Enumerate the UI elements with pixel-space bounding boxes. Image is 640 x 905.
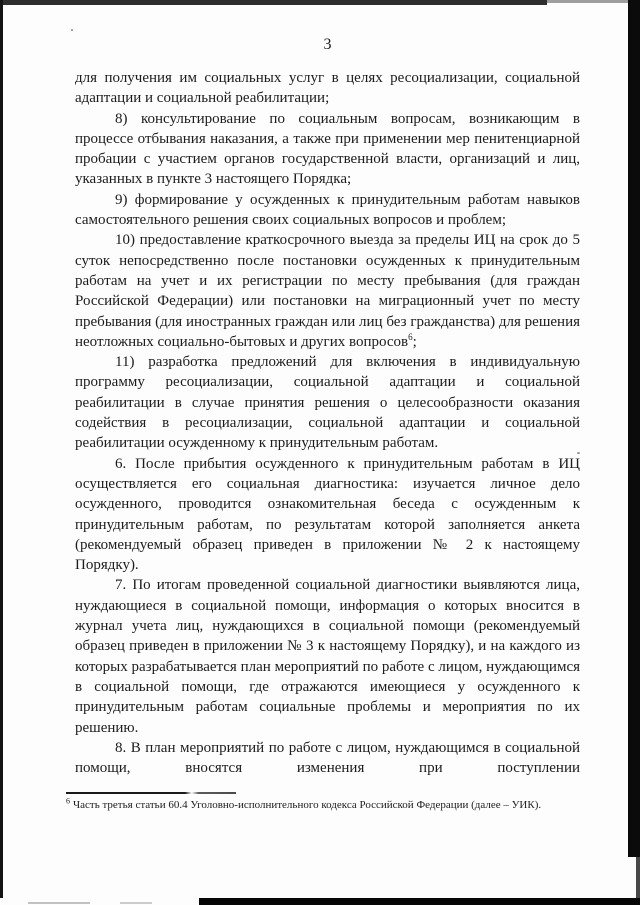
paragraph-item-10-tail: ; (412, 333, 417, 350)
paragraph-continuation: для получения им социальных услуг в целях ресоциализации, социальной адаптации и социальной реабилитации; (75, 70, 580, 107)
scan-smudge (28, 902, 90, 904)
paragraph-clause-6: 6. После прибытия осужденного к принудительным работам в ИЦ осуществляется его социальная диагностика: изучается личное дело осужденного, проводится ознакомительная беседа с осужденным к принудительным работам, по результатам которой заполняется анкета (рекомендуемый образец приведен в приложении № 2 к настоящему Порядку). (75, 455, 580, 574)
scan-edge-right-thin (636, 857, 640, 898)
scan-smudge (120, 902, 152, 904)
footnote-body: Часть третья статьи 60.4 Уголовно-исполнительного кодекса Российской Федерации (далее – УИК). (73, 799, 542, 811)
paragraph-item-9: 9) формирование у осужденных к принудительным работам навыков самостоятельного решения своих социальных вопросов и проблем; (75, 191, 580, 229)
scan-edge-top-dark (0, 0, 547, 5)
paragraph-item-8: 8) консультирование по социальным вопросам, возникающим в процессе отбывания наказания, а также при применении мер пенитенциарной пробации с участием органов государственной власти, организаций и лиц, указанных в пункте 3 настоящего Порядка; (75, 110, 580, 188)
paragraph-item-11: 11) разработка предложений для включения в индивидуальную программу ресоциализации, социальной адаптации и социальной реабилитации в случае принятия решения о целесообразности оказания содействия в ресоциализации, социальной адаптации и социальной реабилитации осужденному к принудительным работам. (75, 354, 580, 452)
scan-edge-right (628, 0, 640, 857)
footnote-divider (66, 792, 236, 794)
footnote (66, 792, 578, 812)
paragraph-item-10 (75, 230, 580, 352)
footnote-reference-6: 6 (408, 331, 413, 342)
paragraph-clause-8: 8. В план мероприятий по работе с лицом, нуждающимся в социальной помощи, вносятся изменения при поступлении (75, 739, 580, 777)
scan-edge-top-light (547, 0, 628, 3)
document-body (75, 68, 580, 778)
page-number: 3 (323, 36, 332, 53)
scan-edge-left (0, 0, 3, 898)
paragraph-item-10-text: 10) предоставление краткосрочного выезда за пределы ИЦ на срок до 5 суток непосредственно после постановки осужденных к принудительным работам на учет и их регистрации по месту пребывания (для граждан Российской Федерации) или постановки на миграционный учет по месту пребывания (для иностранных граждан или лиц без гражданства) для решения неотложных социально-бытовых и других вопросов (75, 232, 580, 350)
footnote-marker: 6 (66, 796, 70, 806)
paragraph-clause-7: 7. По итогам проведенной социальной диагностики выявляются лица, нуждающиеся в социальной помощи, информация о которых вносится в журнал учета лиц, нуждающихся в социальной помощи (рекомендуемый образец приведен в приложении № 3 к настоящему Порядку), и на каждого из которых разрабатывается план мероприятий по работе с лицом, нуждающимся в социальной помощи, где отражаются имеющиеся у осужденного к принудительным работам социальные проблемы и мероприятия по их решению. (75, 577, 580, 736)
ink-speck (71, 29, 73, 31)
footnote-text (66, 798, 578, 812)
scan-edge-bottom (199, 898, 640, 905)
